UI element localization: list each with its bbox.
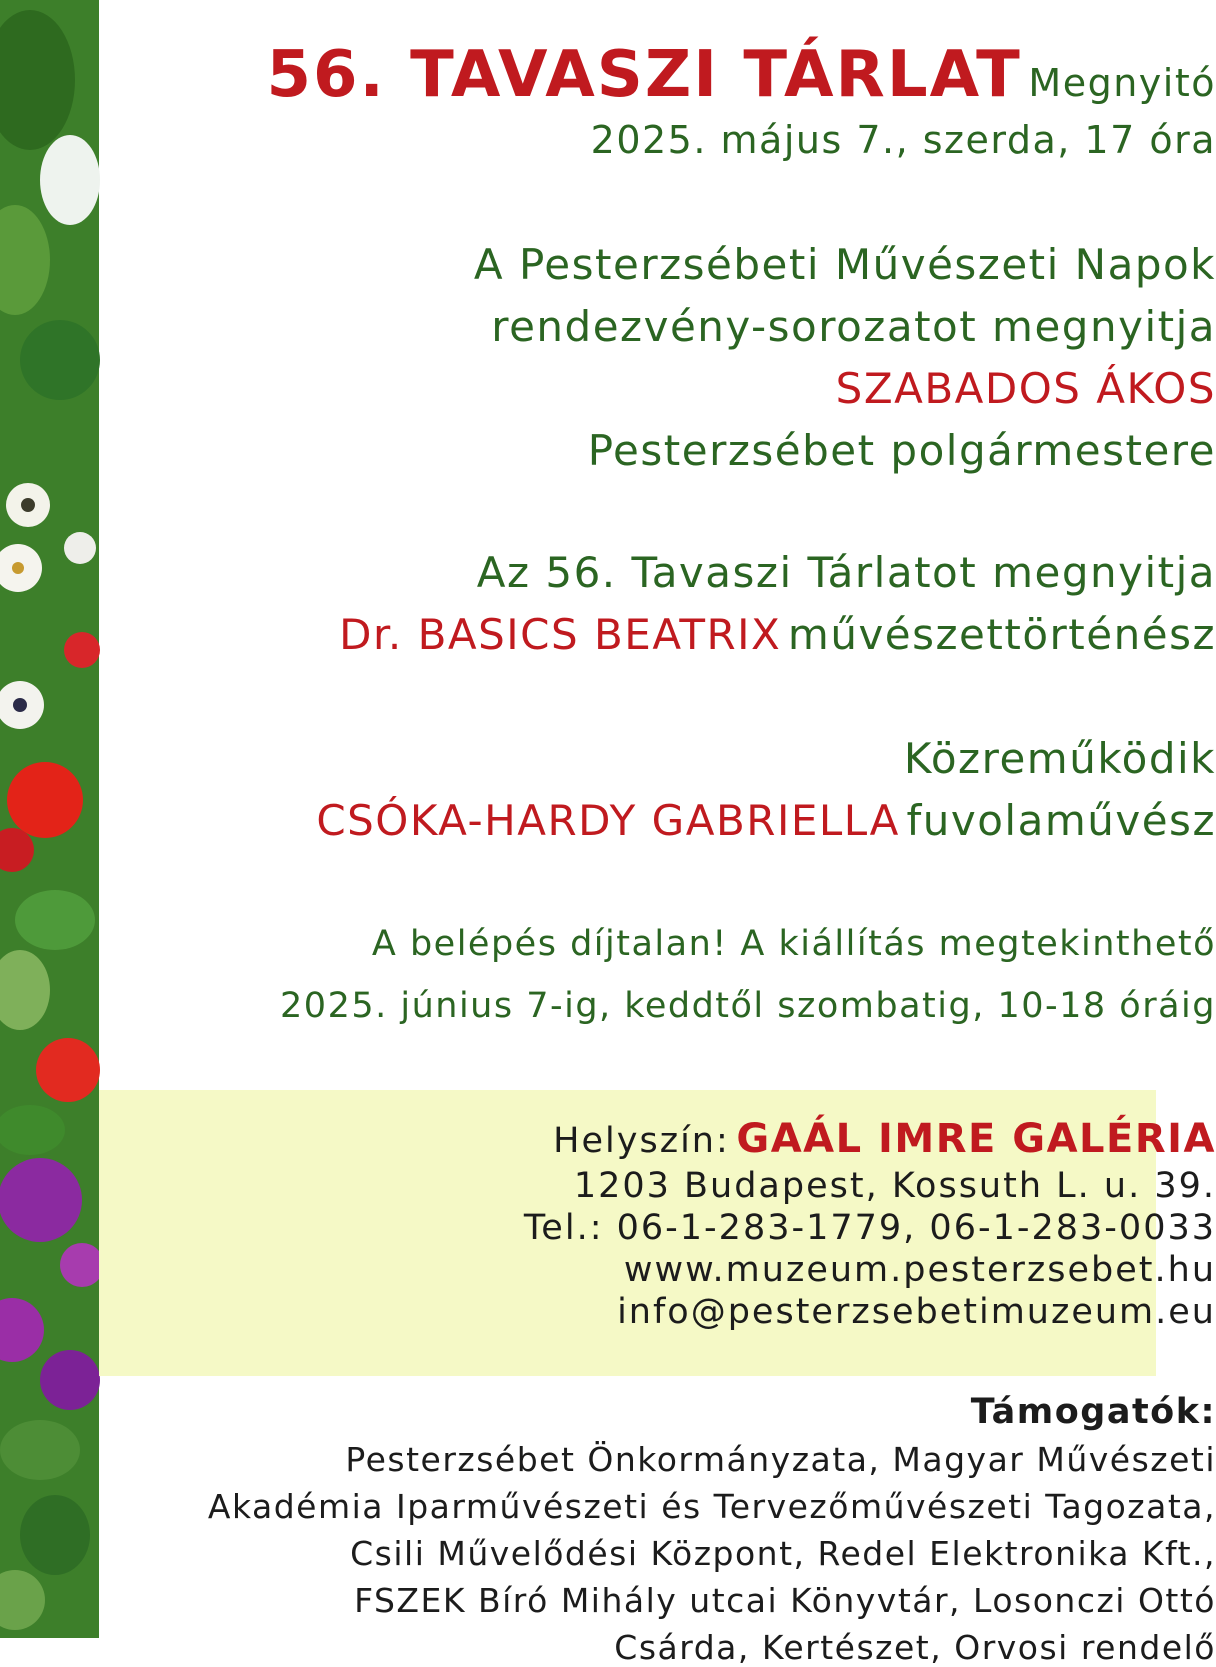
performer-role: fuvolaművész: [906, 796, 1216, 845]
opening-speaker-name: SZABADOS ÁKOS: [835, 364, 1216, 413]
performer-name: CSÓKA-HARDY GABRIELLA: [316, 796, 900, 845]
title-row: [266, 38, 1216, 112]
opening-speaker-role: Pesterzsébet polgármestere: [587, 426, 1216, 475]
sponsor-line: Pesterzsébet Önkormányzata, Magyar Művészeti: [345, 1440, 1216, 1479]
sponsors-title: Támogatók:: [970, 1392, 1216, 1432]
venue-website: www.muzeum.pesterzsebet.hu: [623, 1250, 1216, 1290]
opening-line-2: rendezvény-sorozatot megnyitja: [491, 302, 1216, 351]
venue-label: Helyszín:: [553, 1121, 730, 1161]
sponsor-line: FSZEK Bíró Mihály utcai Könyvtár, Losonczi Ottó: [354, 1581, 1216, 1620]
exhibition-opening-line: Az 56. Tavaszi Tárlatot megnyitja: [476, 548, 1216, 597]
venue-phone: Tel.: 06-1-283-1779, 06-1-283-0033: [523, 1208, 1216, 1248]
exhibition-speaker-role: művészettörténész: [787, 610, 1216, 659]
exhibition-dates: 2025. június 7-ig, keddtől szombatig, 10-18 óráig: [280, 986, 1216, 1026]
performer-label: Közreműködik: [903, 734, 1216, 783]
venue-email: info@pesterzsebetimuzeum.eu: [617, 1292, 1216, 1332]
venue-row: [553, 1116, 1216, 1162]
sponsor-line: Csárda, Kertészet, Orvosi rendelő: [614, 1628, 1216, 1667]
opening-line-1: A Pesterzsébeti Művészeti Napok: [473, 240, 1216, 289]
title-suffix: Megnyitó: [1028, 61, 1216, 105]
exhibition-title: 56. TAVASZI TÁRLAT: [266, 38, 1022, 112]
sponsor-line: Csili Művelődési Központ, Redel Elektronika Kft.,: [350, 1534, 1216, 1573]
venue-name: GAÁL IMRE GALÉRIA: [736, 1116, 1216, 1162]
admission-info: A belépés díjtalan! A kiállítás megtekinthető: [371, 924, 1216, 964]
opening-date: 2025. május 7., szerda, 17 óra: [590, 118, 1216, 162]
performer-row: [316, 796, 1216, 845]
exhibition-speaker-row: [339, 610, 1216, 659]
sponsor-line: Akadémia Iparművészeti és Tervezőművészeti Tagozata,: [207, 1487, 1216, 1526]
flower-painting-strip: [0, 0, 99, 1638]
poster-content: [99, 0, 1216, 1667]
venue-address: 1203 Budapest, Kossuth L. u. 39.: [573, 1166, 1216, 1206]
exhibition-speaker-name: Dr. BASICS BEATRIX: [339, 610, 782, 659]
